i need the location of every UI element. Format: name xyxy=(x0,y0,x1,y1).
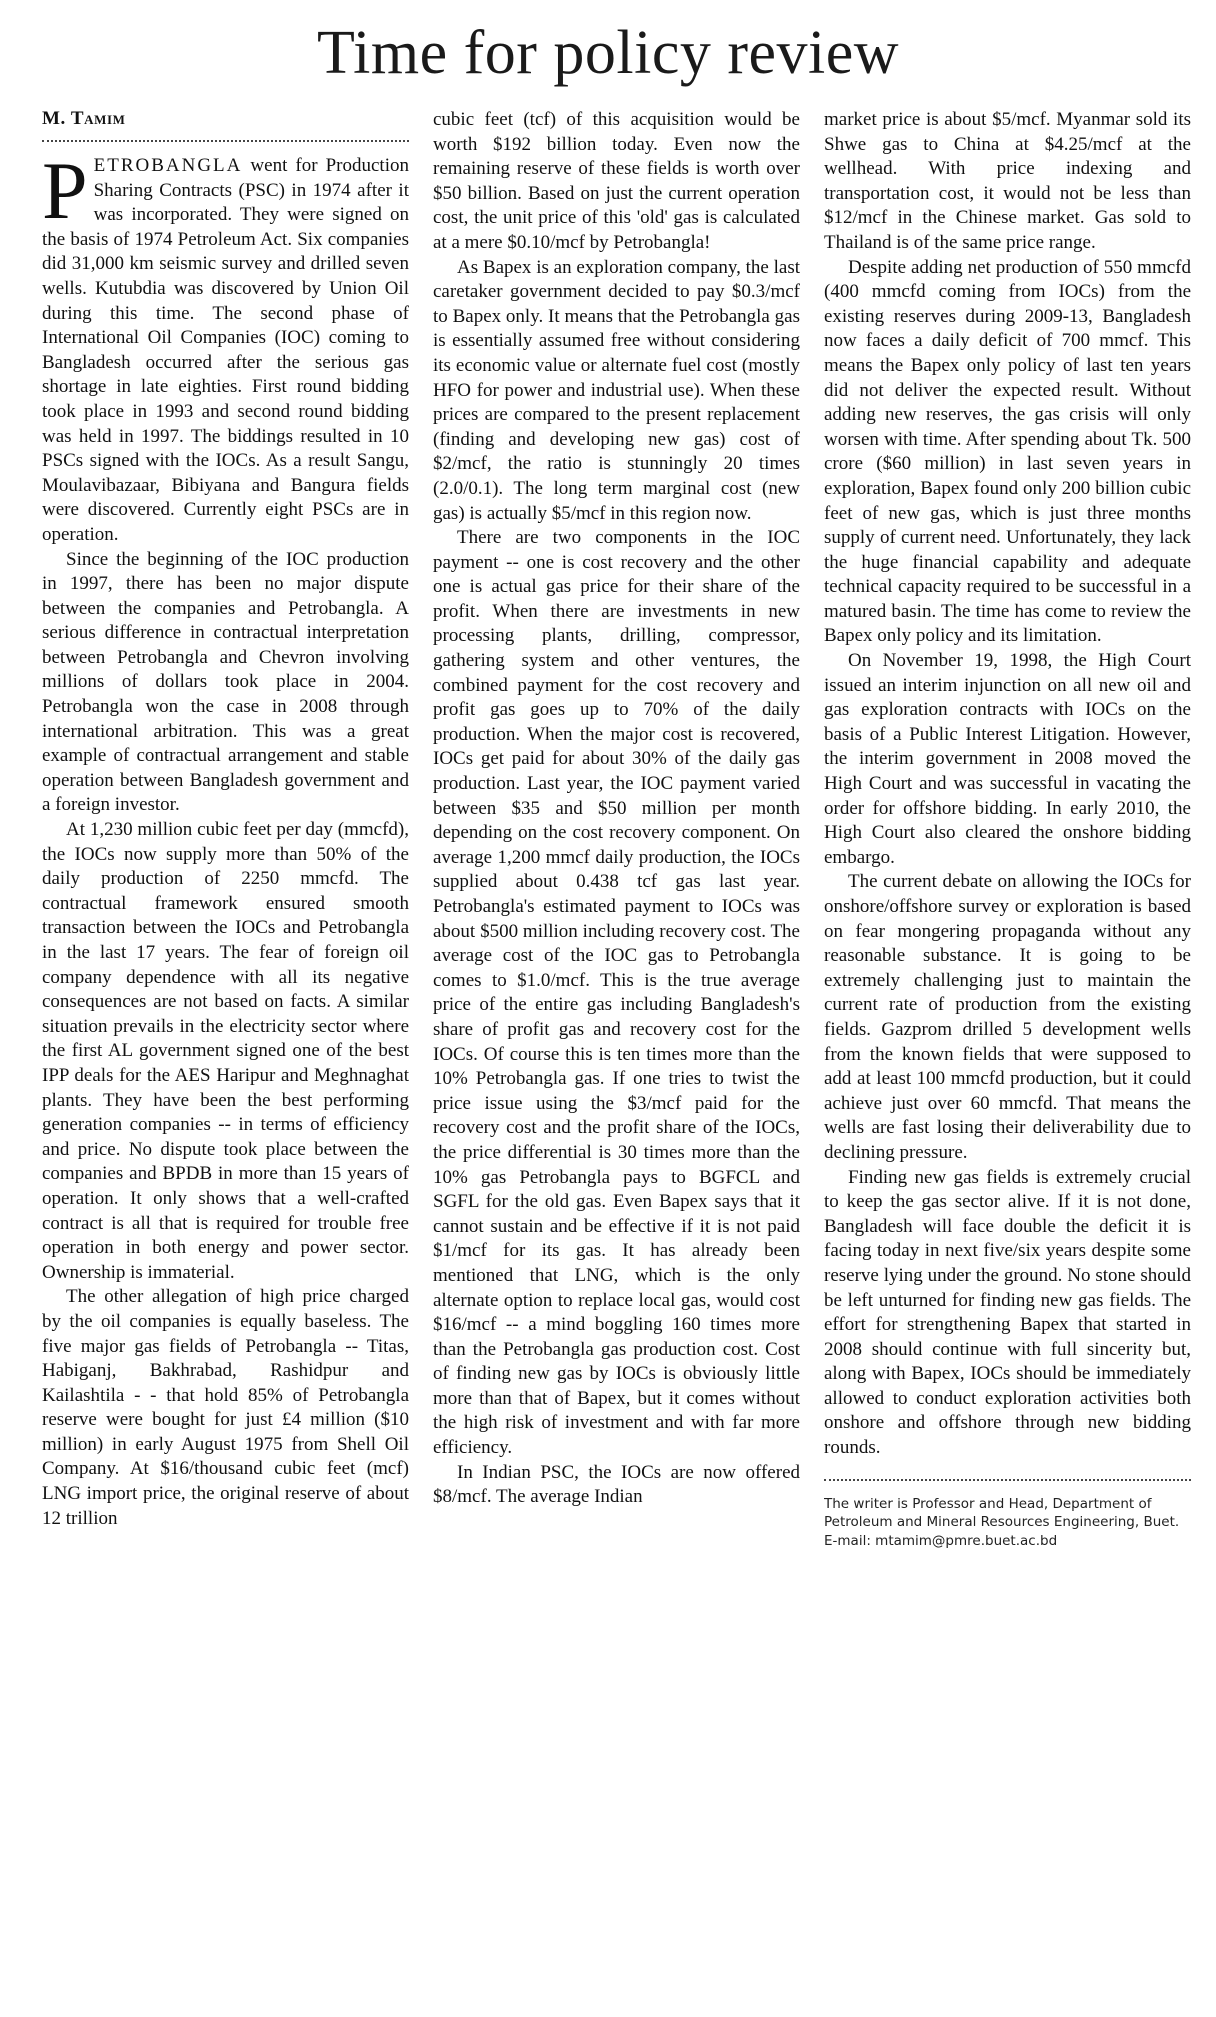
paragraph: The current debate on allowing the IOCs for onshore/offshore survey or exploration is based on fear mongering propaganda without any reasonable substance. It is going to be extremely challenging just to maintain the current rate of production from the existing fields. Gazprom drilled 5 development wells from the known fields that were supposed to add at least 100 mmcfd production, but it could achieve just over 60 mmcfd. That means the wells are fast losing their deliverability due to declining pressure. xyxy=(824,871,1191,1163)
paragraph-text: went for Production Sharing Contracts (PSC) in 1974 after it was incorporated. They were signed on the basis of 1974 Petroleum Act. Six companies did 31,000 km seismic survey and drilled seven wells. Kutubdia was discovered by Union Oil during this time. The second phase of International Oil Companies (IOC) coming to Bangladesh occurred after the serious gas shortage in late eighties. First round bidding took place in 1993 and second round bidding was held in 1997. The biddings resulted in 10 PSCs signed with the IOCs. As a result Sangu, Moulavibazaar, Bibiyana and Bangura fields were discovered. Currently eight PSCs are in operation. xyxy=(42,155,409,545)
paragraph: On November 19, 1998, the High Court issued an interim injunction on all new oil and gas exploration contracts with IOCs on the basis of a Public Interest Litigation. However, the interim government in 2008 moved the High Court and was successful in vacating the order for offshore bidding. In early 2010, the High Court also cleared the onshore bidding embargo. xyxy=(824,650,1191,868)
lead-word: ETROBANGLA xyxy=(93,155,243,176)
byline-divider xyxy=(42,140,409,142)
author-footnote: The writer is Professor and Head, Department of Petroleum and Mineral Resources Engineering, Buet. E-mail: mtamim@pmre.buet.ac.bd xyxy=(824,1495,1180,1549)
column-3 xyxy=(824,108,1191,1998)
article-columns xyxy=(42,108,1192,1998)
paragraph: cubic feet (tcf) of this acquisition would be worth $192 billion today. Even now the remaining reserve of these fields is worth over $50 billion. Based on just the current operation cost, the unit price of this 'old' gas is calculated at a mere $0.10/mcf by Petrobangla! xyxy=(433,109,800,253)
paragraph: Despite adding net production of 550 mmcfd (400 mmcfd coming from IOCs) from the existing reserves during 2009-13, Bangladesh now faces a daily deficit of 700 mmcf. This means the Bapex only policy of last ten years did not deliver the expected result. Without adding new reserves, the gas crisis will only worsen with time. After spending about Tk. 500 crore ($60 million) in last seven years in exploration, Bapex found only 200 billion cubic feet of new gas, which is just three months supply of current need. Unfortunately, they lack the huge financial capability and adequate technical capacity required to be successful in a matured basin. The time has come to review the Bapex only policy and its limitation. xyxy=(824,256,1191,647)
column-2 xyxy=(433,108,800,1998)
paragraph xyxy=(42,145,409,548)
byline: M. Tamim xyxy=(42,108,126,129)
headline: Time for policy review xyxy=(316,19,900,87)
paragraph: market price is about $5/mcf. Myanmar sold its Shwe gas to China at $4.25/mcf at the wellhead. With price indexing and transportation cost, it would not be less than $12/mcf in the Chinese market. Gas sold to Thailand is of the same price range. xyxy=(824,109,1191,253)
paragraph: The other allegation of high price charged by the oil companies is equally baseless. The five major gas fields of Petrobangla -- Titas, Habiganj, Bakhrabad, Rashidpur and Kailashtila - - that hold 85% of Petrobangla reserve were bought for just £4 million ($10 million) in early August 1975 from Shell Oil Company. At $16/thousand cubic feet (mcf) LNG import price, the original reserve of about 12 trillion xyxy=(42,1286,409,1529)
paragraph: In Indian PSC, the IOCs are now offered $8/mcf. The average Indian xyxy=(433,1461,800,1508)
paragraph: Since the beginning of the IOC production in 1997, there has been no major dispute between the companies and Petrobangla. A serious difference in contractual interpretation between Petrobangla and Chevron involving millions of dollars took place in 2004. Petrobangla won the case in 2008 through international arbitration. This was a great example of contractual arrangement and stable operation between Bangladesh government and a foreign investor. xyxy=(42,548,409,816)
paragraph: Finding new gas fields is extremely crucial to keep the gas sector alive. If it is not done, Bangladesh will face double the deficit it is facing today in next five/six years despite some reserve lying under the ground. No stone should be left unturned for finding new gas fields. The effort for strengthening Bapex that started in 2008 should continue with full sincerity but, along with Bapex, IOCs should be immediately allowed to conduct exploration activities both onshore and offshore through new bidding rounds. xyxy=(824,1166,1191,1459)
paragraph: There are two components in the IOC payment -- one is cost recovery and the other one is actual gas price for their share of the profit. When there are investments in new processing plants, drilling, compressor, gathering system and other ventures, the combined payment for the cost recovery and profit gas goes up to 70% of the daily production. When the major cost is recovered, IOCs get paid for about 30% of the daily gas production. Last year, the IOC payment varied between $35 and $50 million per month depending on the cost recovery component. On average 1,200 mmcf daily production, the IOCs supplied about 0.438 tcf gas last year. Petrobangla's estimated payment to IOCs was about $500 million including recovery cost. The average cost of the IOC gas to Petrobangla comes to $1.0/mcf. This is the true average price of the entire gas including Bangladesh's share of profit gas and recovery cost for the IOCs. Of course this is ten times more than the 10% Petrobangla gas. If one tries to twist the price issue using the $3/mcf paid for the recovery cost and the profit share of the IOCs, the price differential is 30 times more than the 10% gas Petrobangla pays to BGFCL and SGFL for the old gas. Even Bapex says that it cannot sustain and be effective if it is not paid $1/mcf for its gas. It has already been mentioned that LNG, which is the only alternate option to replace local gas, would cost $16/mcf -- a mind boggling 160 times more than the Petrobangla gas production cost. Cost of finding new gas by IOCs is obviously little more than that of Bapex, but it comes without the high risk of investment and with far more efficiency. xyxy=(433,527,800,1459)
column-1 xyxy=(42,108,409,1998)
drop-cap: P xyxy=(42,145,88,236)
paragraph: As Bapex is an exploration company, the last caretaker government decided to pay $0.3/mcf to Bapex only. It means that the Petrobangla gas is essentially assumed free without considering its economic value or alternate fuel cost (mostly HFO for power and industrial use). When these prices are compared to the present replacement (finding and developing new gas) cost of $2/mcf, the ratio is stunningly 20 times (2.0/0.1). The long term marginal cost (new gas) is actually $5/mcf in this region now. xyxy=(433,256,800,524)
paragraph: At 1,230 million cubic feet per day (mmcfd), the IOCs now supply more than 50% of the daily production of 2250 mmcfd. The contractual framework ensured smooth transaction between the IOCs and Petrobangla in the last 17 years. The fear of foreign oil company dependence with all its negative consequences are not based on facts. A similar situation prevails in the electricity sector where the first AL government signed one of the best IPP deals for the AES Haripur and Meghnaghat plants. They have been the best performing generation companies -- in terms of efficiency and price. No dispute took place between the companies and BPDB in more than 15 years of operation. It only shows that a well-crafted contract is all that is required for trouble free operation in both energy and power sector. Ownership is immaterial. xyxy=(42,819,409,1283)
footnote-divider xyxy=(824,1479,1191,1481)
